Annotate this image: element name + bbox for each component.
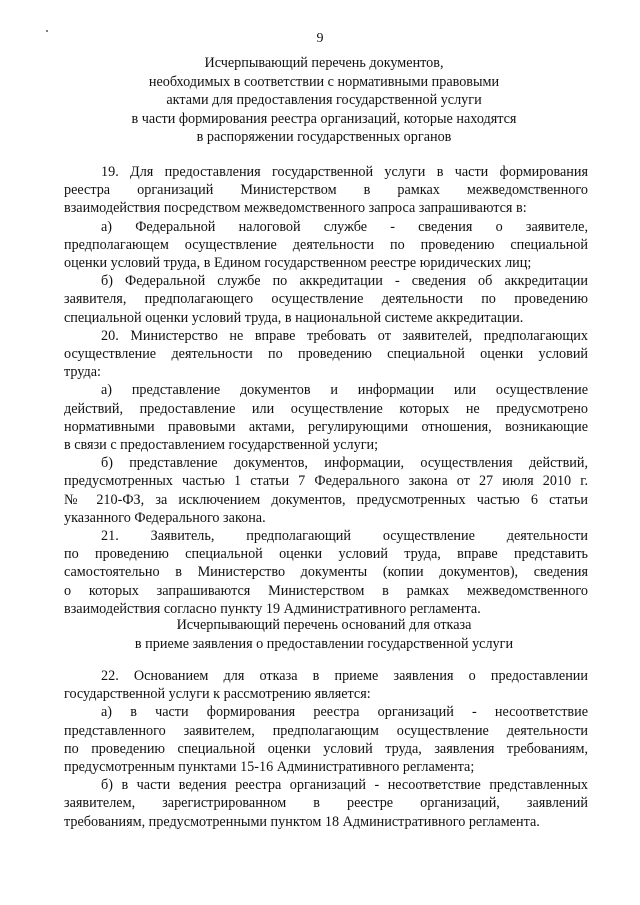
paragraph: [64, 218, 588, 273]
paragraph-line: а) в части формирования реестра организаций - несоответствие: [101, 704, 588, 721]
paragraph-line: взаимодействия согласно пункту 19 Административного регламента.: [64, 600, 481, 617]
paragraph-line: 21. Заявитель, предполагающий осуществление деятельности: [101, 528, 588, 545]
section-title-documents: [60, 54, 588, 147]
paragraph-line: а) представление документов и информации или осуществление: [101, 382, 588, 399]
paragraph: [64, 327, 588, 382]
paragraph-line: оценки условий труда, в Едином государственном реестре юридических лиц;: [64, 255, 532, 272]
paragraph-line: труда:: [64, 364, 101, 381]
paragraph-line: предусмотренным пунктами 15-16 Административного регламента;: [64, 759, 475, 776]
paragraph-line: самостоятельно в Министерство документы (копии документов), сведения: [64, 564, 588, 581]
paragraph-line: специальной оценки условий труда, в национальной системе аккредитации.: [64, 309, 524, 326]
paragraph-line: о которых запрашиваются Министерством в рамках межведомственного: [64, 582, 588, 599]
section-body-refusal: [64, 667, 588, 831]
paragraph: [64, 776, 588, 831]
section-title-refusal: [60, 616, 588, 653]
paragraph-line: по проведению специальной оценки условий труда, вправе представить: [64, 546, 588, 563]
paragraph: [64, 381, 588, 454]
paragraph-line: а) Федеральной налоговой службе - сведения о заявителе,: [101, 218, 588, 235]
paragraph: [64, 272, 588, 327]
paragraph-line: в связи с предоставлением государственной услуги;: [64, 437, 379, 454]
paragraph-line: взаимодействия посредством межведомственного запроса запрашиваются в:: [64, 200, 527, 217]
title-line: актами для предоставления государственной услуги: [166, 92, 482, 108]
title-line: Исчерпывающий перечень документов,: [204, 55, 444, 71]
paragraph: [64, 667, 588, 703]
paragraph-line: № 210-ФЗ, за исключением документов, предусмотренных частью 6 статьи: [64, 491, 588, 508]
paragraph: [64, 703, 588, 776]
paragraph-line: требованиям, предусмотренными пунктом 18 Административного регламента.: [64, 813, 540, 830]
title-line: в приеме заявления о предоставлении государственной услуги: [134, 635, 514, 652]
paragraph: [64, 527, 588, 618]
page-number: 9: [316, 31, 324, 46]
title-line: в распоряжении государственных органов: [196, 129, 452, 145]
paragraph-line: предусмотренных частью 1 статьи 7 Федерального закона от 27 июля 2010 г.: [64, 473, 588, 490]
paragraph-line: 19. Для предоставления государственной услуги в части формирования: [101, 164, 588, 180]
paragraph-line: б) представление документов, информации, осуществления действий,: [101, 455, 588, 472]
title-line: в части формирования реестра организаций, которые находятся: [131, 110, 517, 127]
paragraph-line: действий, предоставление или осуществление которых не предусмотрено: [64, 400, 588, 417]
paragraph-line: нормативными правовыми актами, регулирующими отношения, возникающие: [64, 418, 588, 435]
paragraph-line: заявителя, предполагающего осуществление деятельности по проведению: [64, 291, 588, 308]
paragraph-line: по проведению специальной оценки условий труда, заявления требованиям,: [64, 740, 588, 757]
paragraph-line: предполагающем осуществление деятельности по проведению специальной: [64, 236, 588, 253]
paragraph-line: 22. Основанием для отказа в приеме заявления о предоставлении: [101, 668, 588, 684]
title-line: Исчерпывающий перечень оснований для отказа: [176, 617, 472, 633]
section-body-documents: [64, 163, 588, 618]
paragraph-line: государственной услуги к рассмотрению является:: [64, 686, 371, 703]
paragraph-line: 20. Министерство не вправе требовать от заявителей, предполагающих: [101, 327, 588, 344]
paragraph-line: б) в части ведения реестра организаций - несоответствие представленных: [101, 777, 588, 794]
paragraph-line: указанного Федерального закона.: [64, 509, 266, 526]
paragraph-line: заявителем, зарегистрированном в реестре организаций, заявлений: [64, 795, 588, 812]
paragraph-line: представленного заявителем, предполагающим осуществление деятельности: [64, 722, 588, 739]
paragraph-line: реестра организаций Министерством в рамках межведомственного: [64, 182, 588, 199]
paragraph-line: осуществление деятельности по проведению специальной оценки условий: [64, 346, 588, 363]
paragraph: [64, 454, 588, 527]
paragraph: [64, 163, 588, 218]
title-line: необходимых в соответствии с нормативными правовыми: [148, 73, 500, 90]
paragraph-line: б) Федеральной службе по аккредитации - сведения об аккредитации: [101, 273, 588, 290]
